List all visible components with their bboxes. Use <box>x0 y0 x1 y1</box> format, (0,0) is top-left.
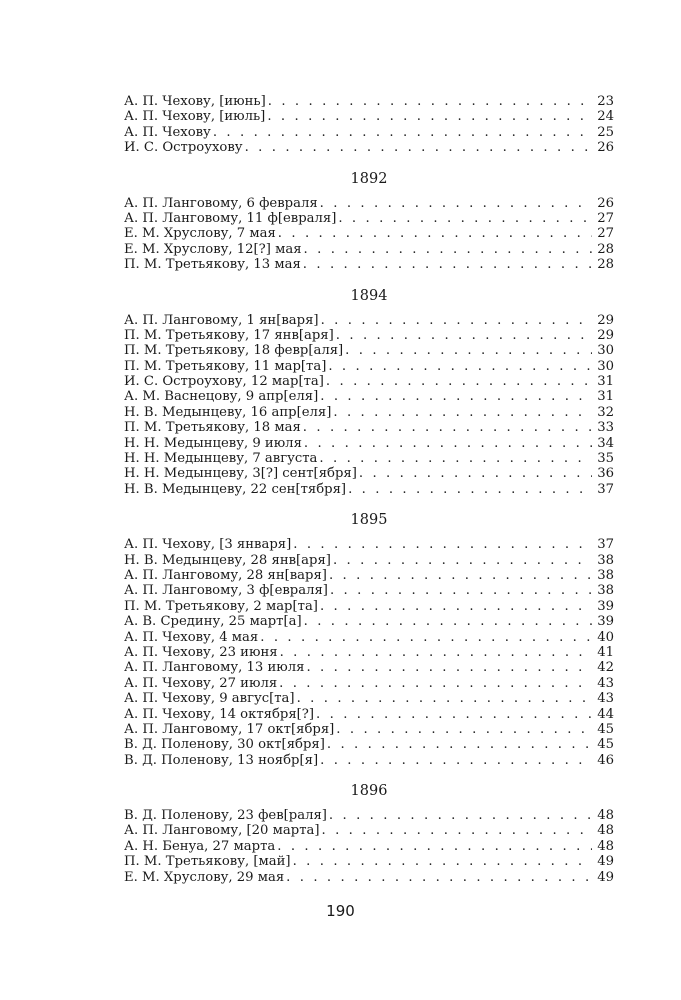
entry-page-number: 30 <box>597 358 614 374</box>
entry-title: В. Д. Поленову, 13 ноябр[я] <box>124 752 319 768</box>
toc-entry <box>124 211 614 226</box>
entry-title: А. П. Чехову <box>124 124 211 140</box>
entry-title: П. М. Третьякову, 2 мар[та] <box>124 598 318 614</box>
entry-title: Н. Н. Медынцеву, 7 августа <box>124 451 318 467</box>
toc-entry <box>124 451 614 466</box>
entry-title: А. Н. Бенуа, 27 марта <box>124 838 276 854</box>
year-heading: 1895 <box>350 512 388 529</box>
entry-title: А. П. Ланговому, 28 ян[варя] <box>124 567 327 583</box>
entry-title: Е. М. Хруслову, 12[?] мая <box>124 241 302 257</box>
toc-year-group <box>124 511 614 768</box>
entry-page-number: 37 <box>597 481 614 497</box>
dot-leader <box>213 125 592 140</box>
dot-leader <box>303 257 592 272</box>
toc-entry <box>124 226 614 241</box>
dot-leader <box>293 537 592 552</box>
dot-leader <box>319 451 592 466</box>
toc-entry <box>124 405 614 420</box>
entry-page-number: 45 <box>597 721 614 737</box>
entry-page-number: 30 <box>597 343 614 359</box>
entry-title: А. П. Чехову, [3 января] <box>124 537 292 553</box>
entry-title: А. П. Чехову, 9 авгус[та] <box>124 691 295 707</box>
entry-page-number: 27 <box>597 210 614 226</box>
dot-leader <box>348 482 592 497</box>
dot-leader <box>268 94 592 109</box>
dot-leader <box>280 645 592 660</box>
entry-page-number: 25 <box>597 124 614 140</box>
dot-leader <box>304 614 592 629</box>
dot-leader <box>320 753 592 768</box>
entry-page-number: 31 <box>597 389 614 405</box>
entry-page-number: 43 <box>597 691 614 707</box>
entry-page-number: 38 <box>597 567 614 583</box>
entry-page-number: 26 <box>597 195 614 211</box>
entry-page-number: 31 <box>597 374 614 390</box>
toc-entry <box>124 707 614 722</box>
entry-page-number: 26 <box>597 140 614 156</box>
entry-title: А. П. Ланговому, 11 ф[евраля] <box>124 210 337 226</box>
toc-entry <box>124 313 614 328</box>
entry-title: П. М. Третьякову, [май] <box>124 854 291 870</box>
entry-page-number: 28 <box>597 241 614 257</box>
entry-title: А. М. Васнецову, 9 апр[еля] <box>124 389 319 405</box>
dot-leader <box>336 328 592 343</box>
toc-entry <box>124 389 614 404</box>
entry-page-number: 48 <box>597 823 614 839</box>
entry-page-number: 49 <box>597 854 614 870</box>
entry-page-number: 33 <box>597 420 614 436</box>
dot-leader <box>322 823 592 838</box>
entry-title: И. С. Остроухову, 12 мар[та] <box>124 374 324 390</box>
toc-entry <box>124 537 614 552</box>
toc-entry <box>124 676 614 691</box>
toc-entry <box>124 94 614 109</box>
entry-page-number: 40 <box>597 629 614 645</box>
toc-entry <box>124 808 614 823</box>
toc-entry <box>124 753 614 768</box>
dot-leader <box>293 854 592 869</box>
entry-page-number: 44 <box>597 706 614 722</box>
entry-title: П. М. Третьякову, 17 янв[аря] <box>124 327 334 343</box>
toc-entry <box>124 839 614 854</box>
toc-entry <box>124 568 614 583</box>
dot-leader <box>278 226 592 241</box>
entry-title: В. Д. Поленову, 23 фев[раля] <box>124 808 327 824</box>
entry-title: А. В. Средину, 25 март[а] <box>124 614 302 630</box>
dot-leader <box>245 140 592 155</box>
entry-page-number: 41 <box>597 644 614 660</box>
dot-leader <box>327 737 592 752</box>
entry-page-number: 39 <box>597 598 614 614</box>
toc-entry <box>124 737 614 752</box>
toc-entry <box>124 614 614 629</box>
entry-page-number: 49 <box>597 869 614 885</box>
toc-entry <box>124 359 614 374</box>
toc-entry <box>124 691 614 706</box>
entry-page-number: 27 <box>597 226 614 242</box>
dot-leader <box>336 722 592 737</box>
entry-page-number: 48 <box>597 838 614 854</box>
entry-page-number: 39 <box>597 614 614 630</box>
dot-leader <box>303 420 592 435</box>
entry-page-number: 28 <box>597 257 614 273</box>
entry-title: В. Д. Поленову, 30 окт[ября] <box>124 737 325 753</box>
entry-title: Н. В. Медынцеву, 16 апр[еля] <box>124 404 332 420</box>
entry-title: А. П. Чехову, [июль] <box>124 109 266 125</box>
dot-leader <box>326 374 592 389</box>
toc-entry <box>124 257 614 272</box>
toc-entry <box>124 196 614 211</box>
toc-entry <box>124 854 614 869</box>
entry-page-number: 29 <box>597 312 614 328</box>
dot-leader <box>320 599 592 614</box>
toc-entry <box>124 823 614 838</box>
entry-title: И. С. Остроухову <box>124 140 243 156</box>
toc-entry <box>124 870 614 885</box>
toc-year-group <box>124 94 614 156</box>
dot-leader <box>330 583 592 598</box>
dot-leader <box>333 553 592 568</box>
entry-title: П. М. Третьякову, 13 мая <box>124 257 301 273</box>
entry-page-number: 43 <box>597 675 614 691</box>
dot-leader <box>297 691 592 706</box>
toc-entry <box>124 630 614 645</box>
entry-title: Е. М. Хруслову, 7 мая <box>124 226 276 242</box>
toc-year-group <box>124 170 614 273</box>
toc-entry <box>124 343 614 358</box>
entry-title: А. П. Чехову, 14 октября[?] <box>124 706 315 722</box>
dot-leader <box>321 313 592 328</box>
entry-page-number: 23 <box>597 94 614 109</box>
dot-leader <box>316 707 592 722</box>
page-number: 190 <box>326 902 355 920</box>
dot-leader <box>320 389 592 404</box>
dot-leader <box>345 343 592 358</box>
entry-title: А. П. Чехову, 27 июля <box>124 675 278 691</box>
dot-leader <box>333 405 592 420</box>
entry-title: Е. М. Хруслову, 29 мая <box>124 869 285 885</box>
entry-page-number: 38 <box>597 583 614 599</box>
toc-entry <box>124 583 614 598</box>
entry-page-number: 37 <box>597 537 614 553</box>
entry-title: А. П. Чехову, 23 июня <box>124 644 278 660</box>
entry-page-number: 32 <box>597 404 614 420</box>
dot-leader <box>338 211 592 226</box>
entry-title: А. П. Ланговому, 17 окт[ября] <box>124 721 335 737</box>
dot-leader <box>306 660 592 675</box>
entry-title: Н. В. Медынцеву, 22 сен[тября] <box>124 481 347 497</box>
dot-leader <box>279 676 592 691</box>
toc-year-group <box>124 782 614 885</box>
entry-title: А. П. Ланговому, 6 февраля <box>124 195 318 211</box>
entry-title: А. П. Ланговому, [20 марта] <box>124 823 320 839</box>
entry-page-number: 46 <box>597 752 614 768</box>
dot-leader <box>329 568 592 583</box>
toc-entry <box>124 553 614 568</box>
entry-page-number: 45 <box>597 737 614 753</box>
toc-entry <box>124 599 614 614</box>
dot-leader <box>304 242 592 257</box>
table-of-contents <box>124 94 614 885</box>
year-heading: 1894 <box>350 287 388 304</box>
entry-title: А. П. Ланговому, 13 июля <box>124 660 305 676</box>
entry-page-number: 36 <box>597 466 614 482</box>
entry-title: П. М. Третьякову, 18 мая <box>124 420 301 436</box>
entry-title: Н. Н. Медынцеву, 3[?] сент[ября] <box>124 466 357 482</box>
entry-page-number: 48 <box>597 808 614 824</box>
toc-entry <box>124 328 614 343</box>
toc-entry <box>124 420 614 435</box>
toc-entry <box>124 125 614 140</box>
entry-page-number: 35 <box>597 451 614 467</box>
toc-entry <box>124 722 614 737</box>
toc-entry <box>124 109 614 124</box>
dot-leader <box>359 466 592 481</box>
entry-title: Н. В. Медынцеву, 28 янв[аря] <box>124 552 331 568</box>
entry-page-number: 24 <box>597 109 614 125</box>
dot-leader <box>260 630 592 645</box>
entry-title: А. П. Чехову, [июнь] <box>124 94 266 109</box>
entry-page-number: 34 <box>597 435 614 451</box>
toc-entry <box>124 242 614 257</box>
dot-leader <box>328 359 592 374</box>
entry-title: Н. Н. Медынцеву, 9 июля <box>124 435 302 451</box>
toc-entry <box>124 140 614 155</box>
dot-leader <box>304 436 592 451</box>
dot-leader <box>277 839 592 854</box>
dot-leader <box>267 109 592 124</box>
entry-page-number: 29 <box>597 327 614 343</box>
toc-entry <box>124 482 614 497</box>
toc-entry <box>124 466 614 481</box>
entry-title: А. П. Ланговому, 3 ф[евраля] <box>124 583 328 599</box>
entry-title: А. П. Чехову, 4 мая <box>124 629 259 645</box>
year-heading: 1892 <box>350 170 388 187</box>
toc-year-group <box>124 287 614 498</box>
entry-title: П. М. Третьякову, 18 февр[аля] <box>124 343 344 359</box>
entry-title: А. П. Ланговому, 1 ян[варя] <box>124 312 319 328</box>
dot-leader <box>320 196 592 211</box>
toc-entry <box>124 436 614 451</box>
entry-page-number: 42 <box>597 660 614 676</box>
toc-entry <box>124 645 614 660</box>
year-heading: 1896 <box>350 783 388 800</box>
dot-leader <box>286 870 592 885</box>
dot-leader <box>329 808 592 823</box>
toc-entry <box>124 374 614 389</box>
entry-page-number: 38 <box>597 552 614 568</box>
toc-entry <box>124 660 614 675</box>
entry-title: П. М. Третьякову, 11 мар[та] <box>124 358 327 374</box>
